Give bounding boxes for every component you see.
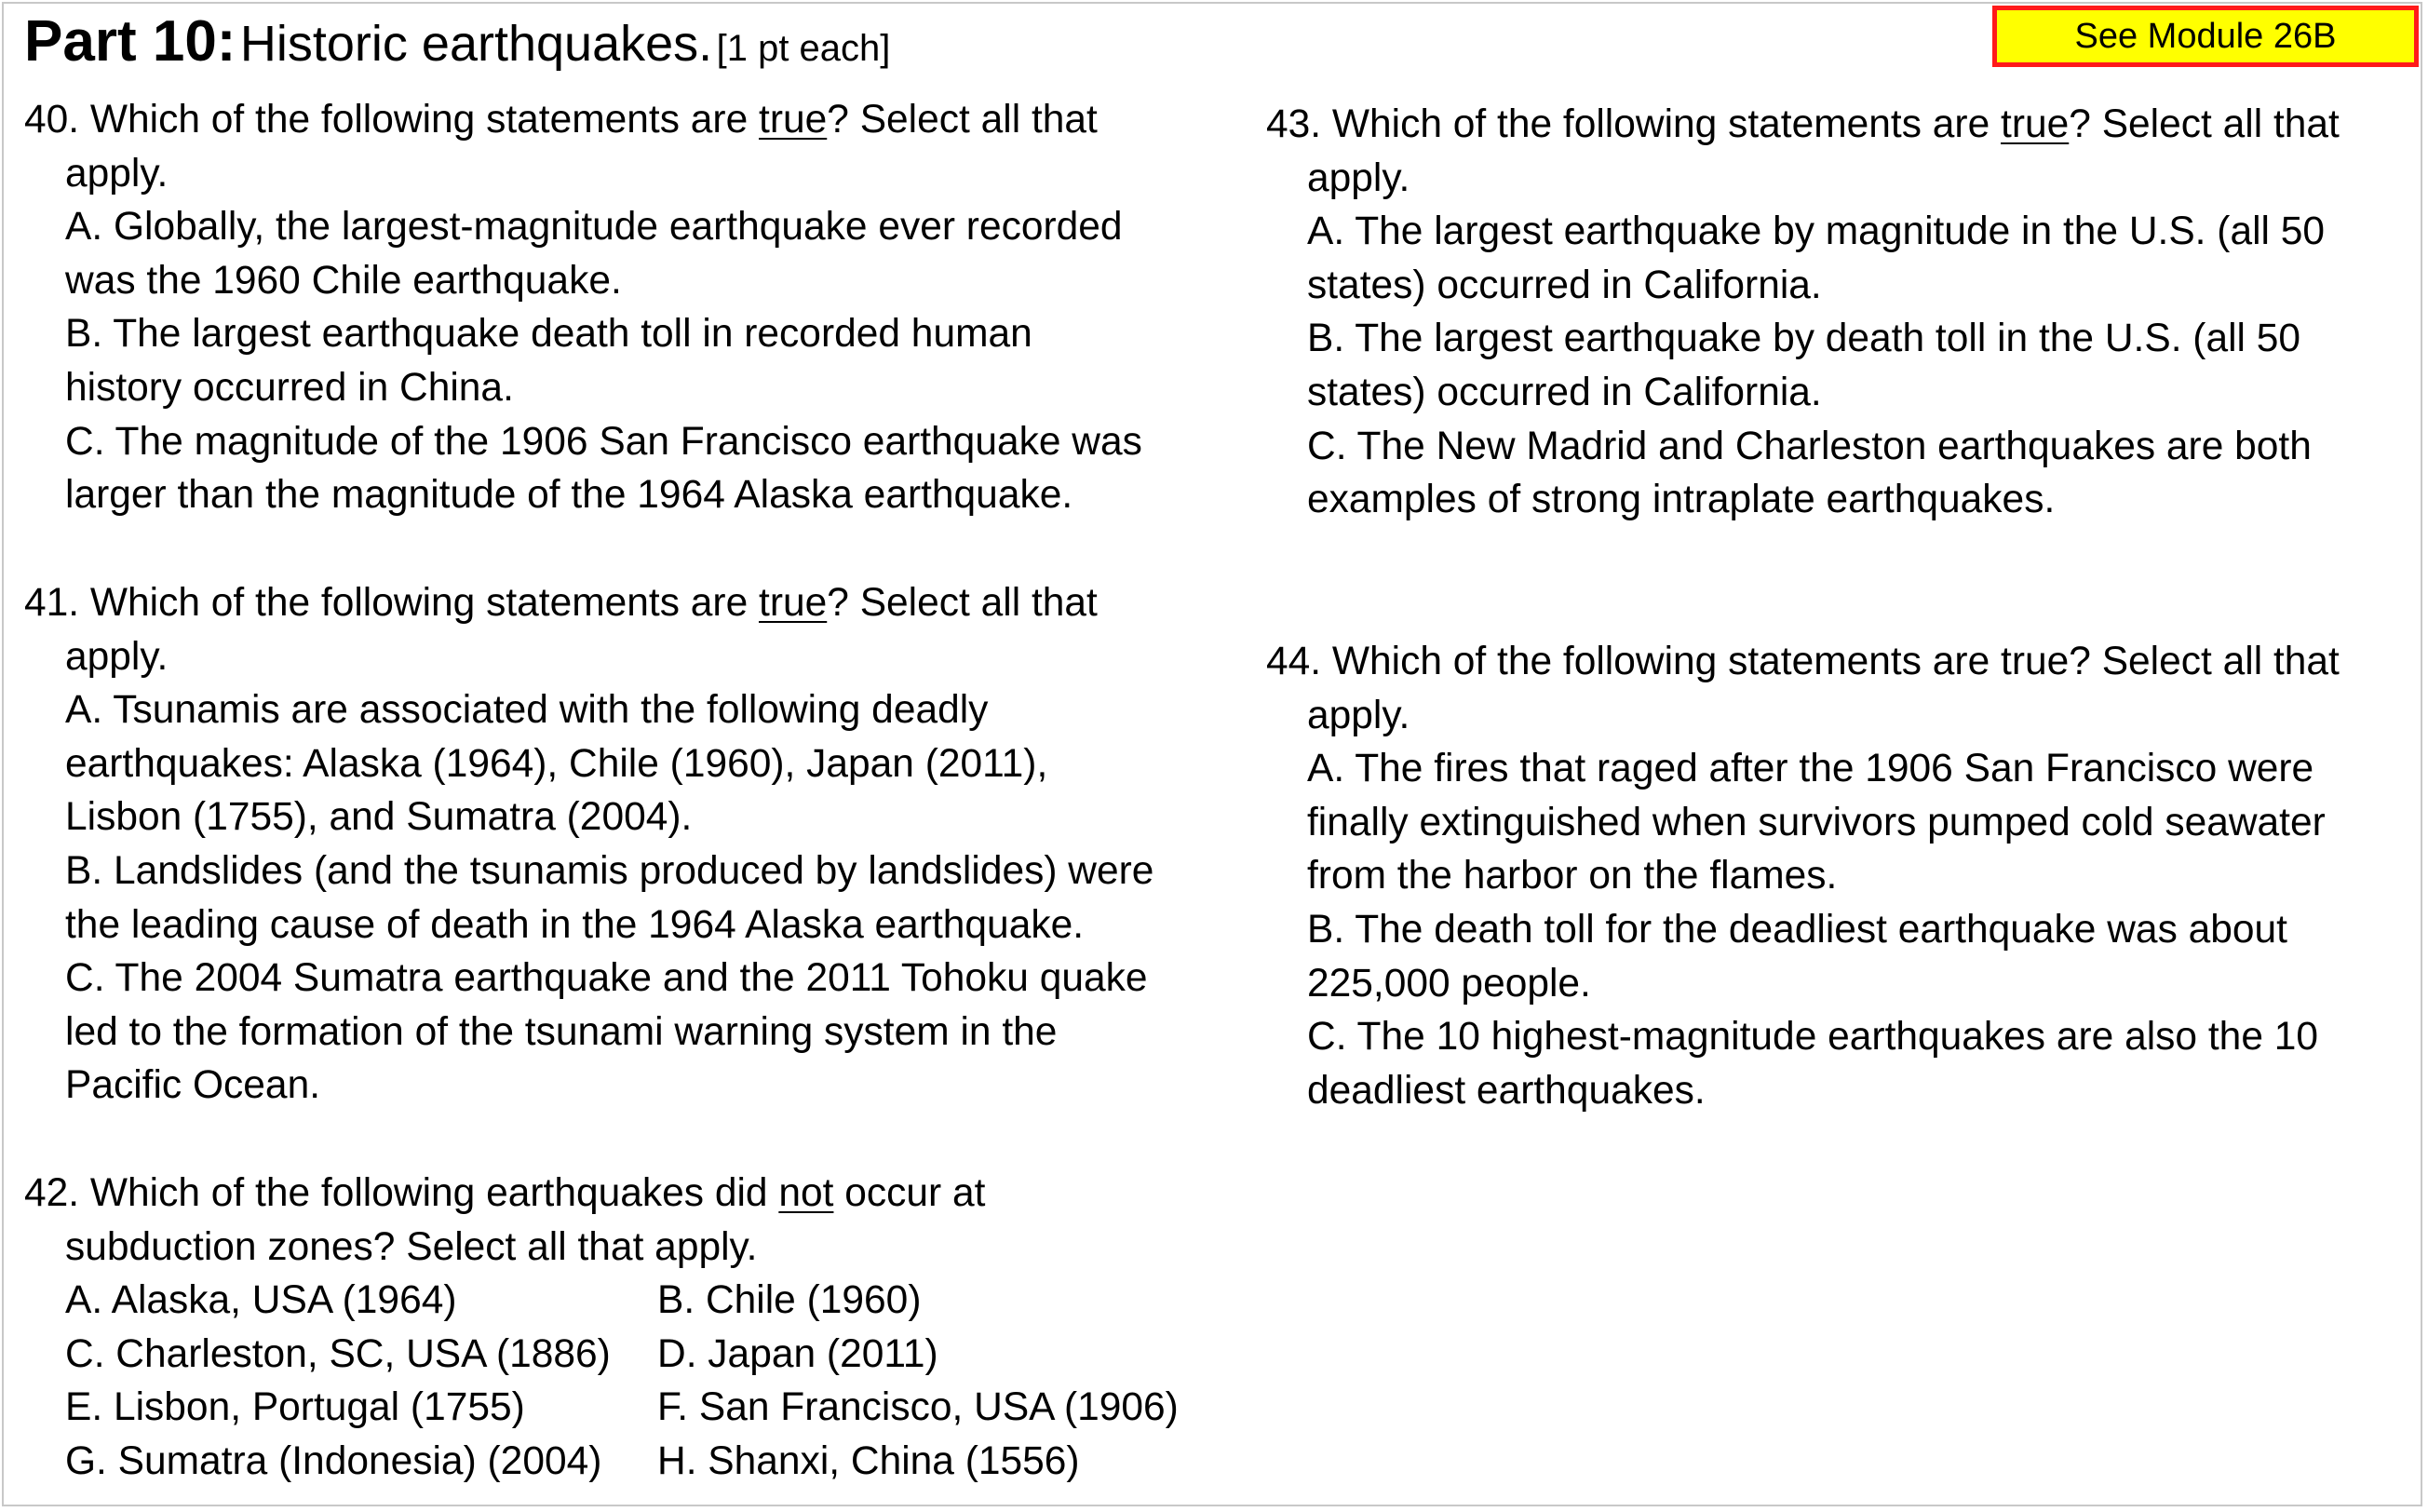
question-42-stem-line2: subduction zones? Select all that apply. (65, 1224, 758, 1269)
question-43-stem (1266, 98, 2340, 152)
question-44-option-c-cont: deadliest earthquakes. (1307, 1068, 1706, 1113)
question-42-suffix: occur at (833, 1171, 986, 1215)
question-42-option-g: G. Sumatra (Indonesia) (2004) (65, 1438, 602, 1483)
question-42-option-c: C. Charleston, SC, USA (1886) (65, 1331, 611, 1376)
question-43-prefix: 43. Which of the following statements are (1266, 102, 2002, 146)
question-42-option-a: A. Alaska, USA (1964) (65, 1278, 457, 1323)
question-43-option-b-cont: states) occurred in California. (1307, 370, 1822, 414)
question-41-option-a-cont: earthquakes: Alaska (1964), Chile (1960), Japan (2011), (65, 741, 1048, 786)
question-40-prefix: 40. Which of the following statements are (24, 98, 760, 142)
question-44-option-b-cont: 225,000 people. (1307, 961, 1591, 1006)
question-41-option-a: A. Tsunamis are associated with the following deadly (65, 688, 989, 733)
question-40-option-b: B. The largest earthquake death toll in recorded human (65, 312, 1032, 357)
question-40 (24, 93, 1142, 522)
question-40-suffix: ? Select all that (827, 98, 1098, 142)
question-43-suffix: ? Select all that (2069, 102, 2340, 146)
question-41-suffix: ? Select all that (827, 581, 1098, 625)
question-43-option-c-cont: examples of strong intraplate earthquakes. (1307, 478, 2056, 522)
question-44-option-a-cont2: from the harbor on the flames. (1307, 854, 1838, 898)
question-42-option-f: F. San Francisco, USA (1906) (657, 1385, 1179, 1430)
question-41-option-b-cont: the leading cause of death in the 1964 Alaska earthquake. (65, 902, 1085, 947)
question-40-stem (24, 93, 1142, 147)
question-40-stem-line2: apply. (65, 151, 169, 196)
question-44-stem-line2: apply. (1307, 693, 1410, 737)
question-43-option-c: C. The New Madrid and Charleston earthquakes are both (1307, 424, 2312, 468)
question-42 (24, 1167, 1179, 1489)
question-43-option-b: B. The largest earthquake by death toll in the U.S. (all 50 (1307, 317, 2301, 361)
part-label: Part 10: (24, 9, 236, 74)
question-44 (1266, 635, 2340, 1117)
question-42-option-h: H. Shanxi, China (1556) (657, 1438, 1080, 1483)
question-40-option-b-cont: history occurred in China. (65, 365, 514, 410)
question-42-option-b: B. Chile (1960) (657, 1278, 922, 1323)
question-44-option-a-cont: finally extinguished when survivors pumped cold seawater (1307, 800, 2326, 844)
points-label: [1 pt each] (716, 28, 891, 69)
question-44-option-c: C. The 10 highest-magnitude earthquakes are also the 10 (1307, 1015, 2319, 1060)
question-40-option-c: C. The magnitude of the 1906 San Francisco earthquake was (65, 419, 1142, 464)
page-title (24, 9, 891, 74)
question-42-option-e: E. Lisbon, Portugal (1755) (65, 1385, 525, 1430)
question-42-emphasis: not (778, 1171, 834, 1215)
question-41-option-c-cont: led to the formation of the tsunami warning system in the (65, 1009, 1058, 1054)
question-40-option-a-cont: was the 1960 Chile earthquake. (65, 258, 622, 303)
question-42-prefix: 42. Which of the following earthquakes did (24, 1171, 779, 1215)
question-40-emphasis: true (759, 98, 828, 142)
question-41-emphasis: true (759, 581, 828, 625)
question-41-option-a-cont2: Lisbon (1755), and Sumatra (2004). (65, 795, 693, 840)
question-40-option-a: A. Globally, the largest-magnitude earthquake ever recorded (65, 205, 1123, 250)
question-43-option-a: A. The largest earthquake by magnitude in the U.S. (all 50 (1307, 209, 2326, 254)
question-42-options (24, 1274, 1179, 1488)
question-41-stem (24, 576, 1153, 630)
question-41-prefix: 41. Which of the following statements are (24, 581, 760, 625)
question-43-option-a-cont: states) occurred in California. (1307, 263, 1822, 307)
question-41-option-c: C. The 2004 Sumatra earthquake and the 2011 Tohoku quake (65, 956, 1148, 1001)
question-43-stem-line2: apply. (1307, 155, 1410, 200)
question-44-option-a: A. The fires that raged after the 1906 San Francisco were (1307, 747, 2314, 791)
question-41-option-b: B. Landslides (and the tsunamis produced by landslides) were (65, 848, 1154, 893)
title-text: Historic earthquakes. (239, 16, 713, 72)
question-44-stem: 44. Which of the following statements are true? Select all that (1266, 640, 2340, 683)
question-41 (24, 576, 1153, 1113)
question-44-option-b: B. The death toll for the deadliest earthquake was about (1307, 907, 2287, 952)
question-41-stem-line2: apply. (65, 634, 169, 679)
question-42-option-d: D. Japan (2011) (657, 1331, 938, 1376)
question-43 (1266, 98, 2340, 527)
question-42-stem (24, 1167, 1179, 1221)
question-41-option-c-cont2: Pacific Ocean. (65, 1063, 321, 1108)
module-badge: See Module 26B (1992, 6, 2419, 67)
question-40-option-c-cont: larger than the magnitude of the 1964 Alaska earthquake. (65, 473, 1073, 518)
question-43-emphasis: true (2001, 102, 2070, 146)
